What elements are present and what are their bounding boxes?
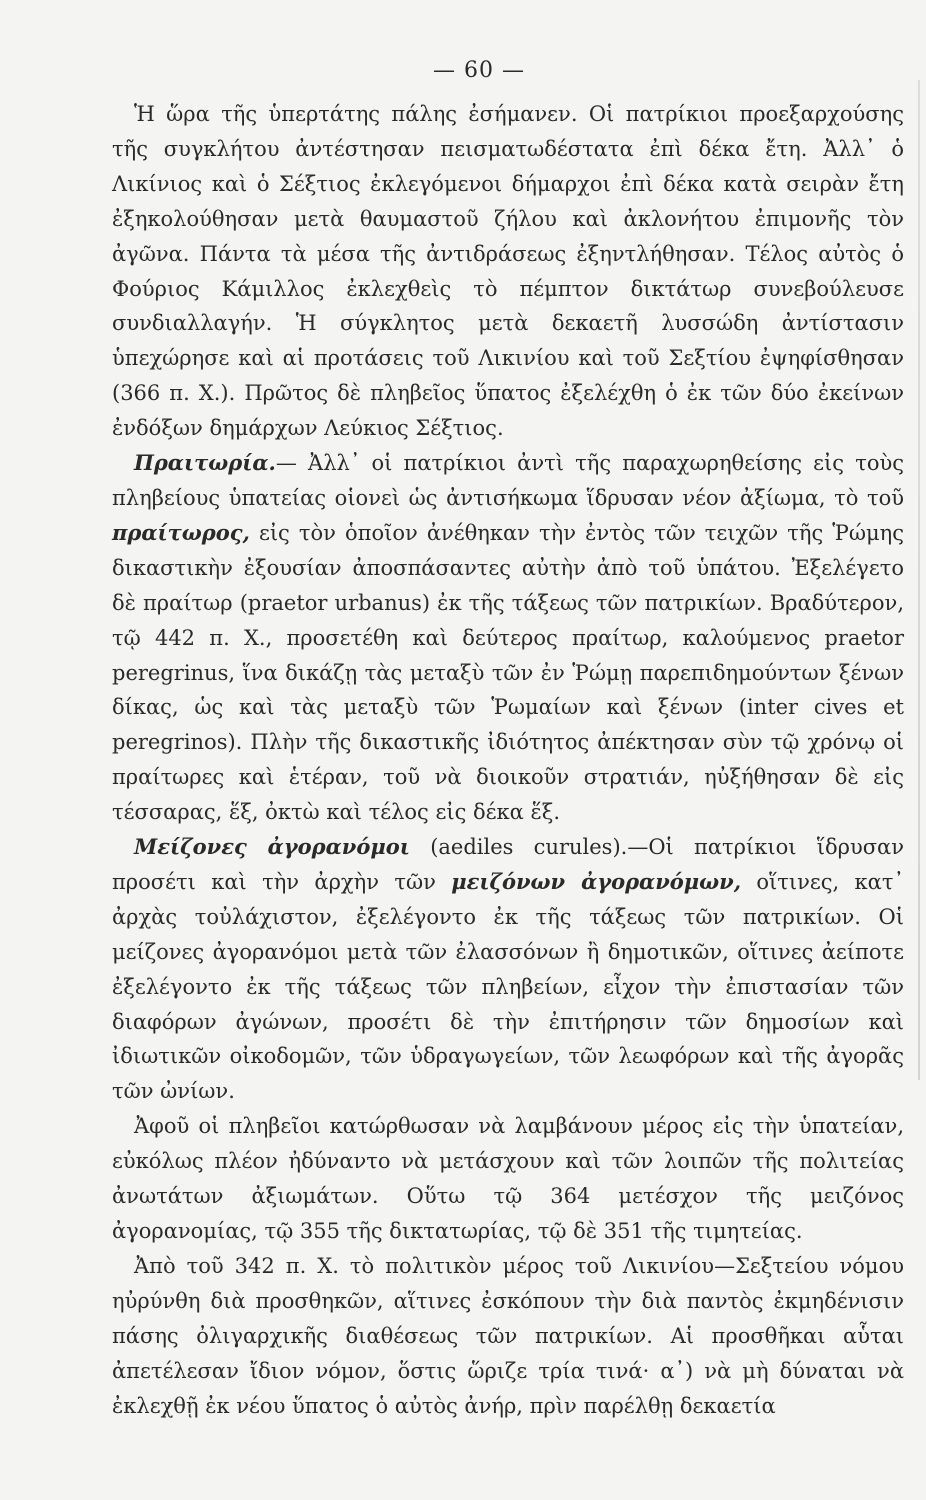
paragraph-text-post: οἵτινες, κατ᾽ ἀρχὰς τοὐλάχιστον, ἐξελέγοντο ἐκ τῆς τάξεως τῶν πατρικίων. Οἱ μείζονες ἀγορανόμοι μετὰ τῶν ἐλασσόνων ἢ δημοτικῶν, οἵτινες ἀείποτε ἐξελέγοντο ἐκ τῆς τάξεως τῶν πληβείων, εἶχον τὴν ἐπιστασίαν τῶν διαφόρων ἀγώνων, προσέτι δὲ τὴν ἐπιτήρησιν τῶν δημοσίων καὶ ἰδιωτικῶν οἰκοδομῶν, τῶν ὑδραγωγείων, τῶν λεωφόρων καὶ τῆς ἀγορᾶς τῶν ὠνίων.	[112, 869, 904, 1104]
paragraph-plebeian-offices	[112, 1109, 904, 1249]
paragraph-text: Ἡ ὥρα τῆς ὑπερτάτης πάλης ἐσήμανεν. Οἱ πατρίκιοι προεξαρχούσης τῆς συγκλήτου ἀντέστησαν πεισματωδέστατα ἐπὶ δέκα ἔτη. Ἀλλ᾽ ὁ Λικίνιος καὶ ὁ Σέξτιος ἐκλεγόμενοι δήμαρχοι ἐπὶ δέκα κατὰ σειρὰν ἔτη ἐξηκολούθησαν μετὰ θαυμαστοῦ ζήλου καὶ ἀκλονήτου ἐπιμονῆς τὸν ἀγῶνα. Πάντα τὰ μέσα τῆς ἀντιδράσεως ἐξηντλήθησαν. Τέλος αὐτὸς ὁ Φούριος Κάμιλλος ἐκλεχθεὶς τὸ πέμπτον δικτάτωρ συνεβούλευσε συνδιαλλαγήν. Ἡ σύγκλητος μετὰ δεκαετῆ λυσσώδη ἀντίστασιν ὑπεχώρησε καὶ αἱ προτάσεις τοῦ Λικινίου καὶ τοῦ Σεξτίου ἐψηφίσθησαν (366 π. Χ.). Πρῶτος δὲ πληβεῖος ὕπατος ἐξελέχθη ὁ ἐκ τῶν δύο ἐκείνων ἐνδόξων δημάρχων Λεύκιος Σέξτιος.	[112, 102, 904, 441]
paragraph-licinian-law	[112, 1249, 904, 1424]
emphasis-praetor: πραίτωρος,	[112, 519, 250, 545]
paragraph-text: Ἀπὸ τοῦ 342 π. Χ. τὸ πολιτικὸν μέρος τοῦ Λικινίου—Σεξτείου νόμου ηὐρύνθη διὰ προσθηκῶν, αἵτινες ἐσκόπουν τὴν διὰ παντὸς ἐκμηδένισιν πάσης ὀλιγαρχικῆς διαθέσεως τῶν πατρικίων. Αἱ προσθῆκαι αὗται ἀπετέλεσαν ἴδιον νόμον, ὅστις ὥριζε τρία τινά· α᾽) νὰ μὴ δύναται νὰ ἐκλεχθῇ ἐκ νέου ὕπατος ὁ αὐτὸς ἀνήρ, πρὶν παρέλθῃ δεκαετία	[112, 1253, 904, 1418]
page-body	[112, 97, 904, 1423]
emphasis-aediles: μειζόνων ἀγορανόμων,	[451, 868, 742, 894]
paragraph-consulship-struggle	[112, 97, 904, 446]
section-heading-praetorship: Πραιτωρία.	[134, 450, 276, 476]
paragraph-praetorship	[112, 446, 904, 830]
paragraph-text: Ἀφοῦ οἱ πληβεῖοι κατώρθωσαν νὰ λαμβάνουν μέρος εἰς τὴν ὑπατείαν, εὐκόλως πλέον ἠδύναντο νὰ μετάσχουν καὶ τῶν λοιπῶν τῆς πολιτείας ἀνωτάτων ἀξιωμάτων. Οὕτω τῷ 364 μετέσχον τῆς μειζόνος ἀγορανομίας, τῷ 355 τῆς δικτατωρίας, τῷ δὲ 351 τῆς τιμητείας.	[112, 1114, 904, 1243]
page-edge-shadow	[918, 80, 920, 1080]
page-number: — 60 —	[433, 58, 525, 83]
paragraph-curule-aediles	[112, 830, 904, 1109]
paragraph-text-pre: (aediles curules).—Οἱ πατρίκιοι ἵδρυσαν προσέτι καὶ τὴν ἀρχὴν τῶν	[112, 835, 904, 894]
paragraph-text-pre: — Ἀλλ᾽ οἱ πατρίκιοι ἀντὶ τῆς παραχωρηθείσης εἰς τοὺς πληβείους ὑπατείας οἱονεὶ ὡς ἀντισήκωμα ἵδρυσαν νέον ἀξίωμα, τὸ τοῦ	[112, 451, 904, 510]
section-heading-aediles: Μείζονες ἀγορανόμοι	[134, 834, 410, 860]
paragraph-text-post: εἰς τὸν ὁποῖον ἀνέθηκαν τὴν ἐντὸς τῶν τειχῶν τῆς Ῥώμης δικαστικὴν ἐξουσίαν ἀποσπάσαντες αὐτὴν ἀπὸ τοῦ ὑπάτου. Ἐξελέγετο δὲ πραίτωρ (praetor urbanus) ἐκ τῆς τάξεως τῶν πατρικίων. Βραδύτερον, τῷ 442 π. Χ., προσετέθη καὶ δεύτερος πραίτωρ, καλούμενος praetor peregrinus, ἵνα δικάζῃ τὰς μεταξὺ τῶν ἐν Ῥώμῃ παρεπιδημούντων ξένων δίκας, ὡς καὶ τὰς μεταξὺ τῶν Ῥωμαίων καὶ ξένων (inter cives et peregrinos). Πλὴν τῆς δικαστικῆς ἰδιότητος ἀπέκτησαν σὺν τῷ χρόνῳ οἱ πραίτωρες καὶ ἑτέραν, τοῦ νὰ διοικοῦν στρατιάν, ηὐξήθησαν δὲ εἰς τέσσαρας, ἕξ, ὀκτὼ καὶ τέλος εἰς δέκα ἕξ.	[112, 520, 904, 825]
